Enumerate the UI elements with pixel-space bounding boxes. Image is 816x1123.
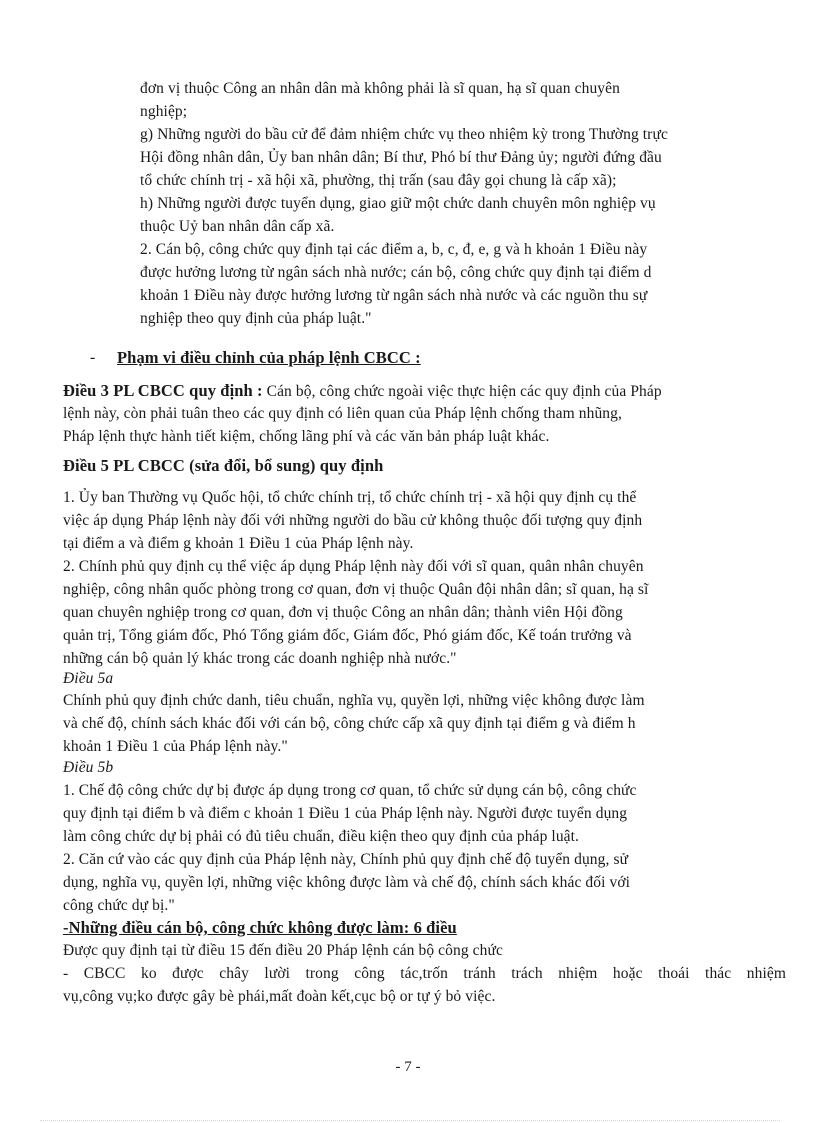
text-line: tại điểm a và điểm g khoản 1 Điều 1 của Pháp lệnh này. [63, 535, 414, 552]
text-line: 2. Căn cứ vào các quy định của Pháp lệnh này, Chính phủ quy định chế độ tuyển dụng, sử [63, 851, 629, 868]
text-line: Pháp lệnh thực hành tiết kiệm, chống lãng phí và các văn bản pháp luật khác. [63, 428, 550, 445]
text-line: khoản 1 Điều này được hưởng lương từ ngân sách nhà nước và các nguồn thu sự [140, 287, 648, 304]
text-line: g) Những người do bầu cử để đảm nhiệm chức vụ theo nhiệm kỳ trong Thường trực [140, 126, 668, 143]
text-line: công chức dự bị." [63, 897, 175, 914]
text-line: lệnh này, còn phải tuân theo các quy định có liên quan của Pháp lệnh chống tham nhũng, [63, 405, 622, 422]
text-line: được hưởng lương từ ngân sách nhà nước; cán bộ, công chức quy định tại điểm d [140, 264, 652, 281]
page-number: - 7 - [395, 1059, 421, 1075]
text-line: nghiệp, công nhân quốc phòng trong cơ quan, đơn vị thuộc Quân đội nhân dân; sĩ quan, hạ sĩ [63, 581, 649, 598]
text-line: quy định tại điểm b và điểm c khoản 1 Điều 1 của Pháp lệnh này. Người được tuyển dụng [63, 805, 628, 822]
article-5-heading: Điều 5 PL CBCC (sửa đổi, bổ sung) quy định [63, 456, 384, 475]
text-line: 2. Cán bộ, công chức quy định tại các điểm a, b, c, đ, e, g và h khoản 1 Điều này [140, 241, 648, 258]
text-line: tổ chức chính trị - xã hội xã, phường, thị trấn (sau đây gọi chung là cấp xã); [140, 172, 617, 189]
article-3-line [63, 380, 662, 403]
text-line: làm công chức dự bị phải có đủ tiêu chuẩn, điều kiện theo quy định của pháp luật. [63, 828, 580, 845]
text-line: Được quy định tại từ điều 15 đến điều 20 Pháp lệnh cán bộ công chức [63, 942, 503, 959]
section-heading-scope: Phạm vi điều chỉnh của pháp lệnh CBCC : [117, 348, 421, 367]
section-heading-prohibited: -Những điều cán bộ, công chức không được làm: 6 điều [63, 918, 457, 937]
text-line: đơn vị thuộc Công an nhân dân mà không phải là sĩ quan, hạ sĩ quan chuyên [140, 80, 620, 97]
article-5a-title: Điều 5a [63, 670, 114, 687]
article-5b-title: Điều 5b [63, 759, 114, 776]
text-line: việc áp dụng Pháp lệnh này đối với những người do bầu cử không thuộc đối tượng quy định [63, 512, 643, 529]
page-divider [40, 1120, 780, 1121]
text-line: 1. Ủy ban Thường vụ Quốc hội, tổ chức chính trị, tổ chức chính trị - xã hội quy định cụ thể [63, 489, 637, 506]
text-line: 1. Chế độ công chức dự bị được áp dụng trong cơ quan, tổ chức sử dụng cán bộ, công chức [63, 782, 637, 799]
text-line: thuộc Uỷ ban nhân dân cấp xã. [140, 218, 335, 235]
text-line: vụ,công vụ;ko được gây bè phái,mất đoàn kết,cục bộ or tự ý bỏ việc. [63, 988, 496, 1005]
text-line: và chế độ, chính sách khác đối với cán bộ, công chức cấp xã quy định tại điểm g và điểm h [63, 715, 636, 732]
text-line: quan chuyên nghiệp trong cơ quan, đơn vị thuộc Công an nhân dân; thành viên Hội đồng [63, 604, 623, 621]
text-line: quản trị, Tổng giám đốc, Phó Tổng giám đốc, Giám đốc, Phó giám đốc, Kế toán trưởng và [63, 627, 632, 644]
text-line: Chính phủ quy định chức danh, tiêu chuẩn, nghĩa vụ, quyền lợi, những việc không được làm [63, 692, 645, 709]
article-3-text: Cán bộ, công chức ngoài việc thực hiện các quy định của Pháp [266, 383, 662, 400]
text-line: - CBCC ko được chây lười trong công tác,trốn tránh trách nhiệm hoặc thoái thác nhiệm [63, 965, 786, 982]
text-line: dụng, nghĩa vụ, quyền lợi, những việc không được làm và chế độ, chính sách khác đối với [63, 874, 631, 891]
text-line: khoản 1 Điều 1 của Pháp lệnh này." [63, 738, 288, 755]
article-3-label: Điều 3 PL CBCC quy định : [63, 381, 263, 400]
text-line: nghiệp theo quy định của pháp luật." [140, 310, 372, 327]
text-line: nghiệp; [140, 103, 188, 120]
text-line: những cán bộ quản lý khác trong các doanh nghiệp nhà nước." [63, 650, 457, 667]
bullet-dash: - [90, 349, 96, 366]
text-line: 2. Chính phủ quy định cụ thể việc áp dụng Pháp lệnh này đối với sĩ quan, quân nhân chuyên [63, 558, 644, 575]
text-line: Hội đồng nhân dân, Ủy ban nhân dân; Bí thư, Phó bí thư Đảng ủy; người đứng đầu [140, 149, 662, 166]
text-line: h) Những người được tuyển dụng, giao giữ một chức danh chuyên môn nghiệp vụ [140, 195, 656, 212]
